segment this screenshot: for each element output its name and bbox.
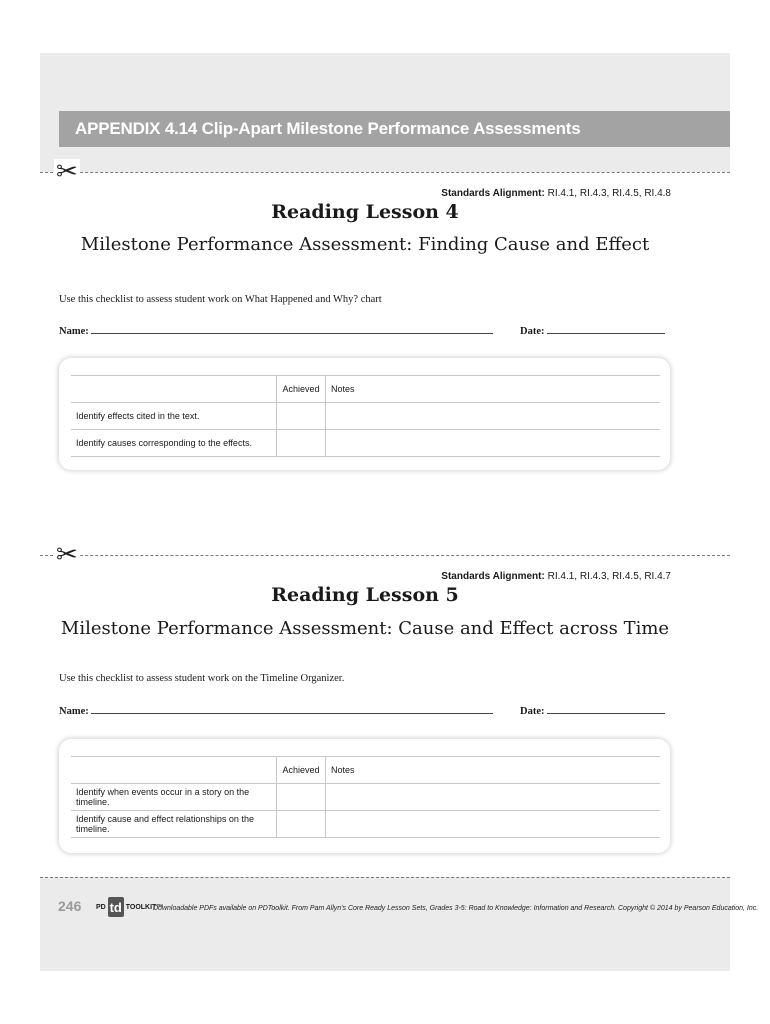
logo-text: TOOLKIT™ [125, 903, 164, 911]
notes-cell[interactable] [326, 784, 661, 811]
achieved-cell[interactable] [277, 403, 326, 430]
date-field[interactable] [520, 703, 665, 717]
logo-prefix: PD [96, 903, 106, 911]
notes-cell[interactable] [326, 811, 661, 838]
name-blank[interactable] [91, 703, 493, 714]
scissors-icon: ✂ [56, 157, 78, 187]
scissors-icon: ✂ [56, 540, 78, 570]
lesson-title: Reading Lesson 5 [271, 584, 459, 606]
name-label: Name: [59, 706, 89, 717]
appendix-title: APPENDIX 4.14 Clip-Apart Milestone Performance Assessments [75, 119, 581, 138]
appendix-banner [59, 111, 730, 147]
cut-line-bottom [40, 877, 730, 878]
table-header-notes: Notes [326, 376, 661, 403]
checklist-card [59, 739, 670, 853]
criteria-cell: Identify causes corresponding to the effects. [71, 430, 277, 457]
table-row [71, 430, 660, 457]
name-blank[interactable] [91, 323, 493, 334]
notes-cell[interactable] [326, 430, 661, 457]
standards-value: RI.4.1, RI.4.3, RI.4.5, RI.4.8 [547, 188, 671, 199]
lesson-title: Reading Lesson 4 [271, 201, 459, 223]
table-row [71, 784, 660, 811]
table-header-row [71, 376, 660, 403]
checklist-table [71, 756, 660, 838]
table-header-achieved: Achieved [277, 757, 326, 784]
name-label: Name: [59, 326, 89, 337]
date-blank[interactable] [547, 703, 665, 714]
standards-value: RI.4.1, RI.4.3, RI.4.5, RI.4.7 [547, 571, 671, 582]
cut-line-top [40, 172, 730, 173]
standards-label: Standards Alignment: [441, 571, 545, 582]
date-field[interactable] [520, 323, 665, 337]
achieved-cell[interactable] [277, 430, 326, 457]
lesson-subtitle: Milestone Performance Assessment: Finding Cause and Effect [80, 234, 650, 255]
footer-copyright: Downloadable PDFs available on PDToolkit. From Pam Allyn's Core Ready Lesson Sets, Grades 3-5: Road to Knowledge: Information and Research. Copyright © 2014 by Pearson Education, Inc. [153, 905, 759, 912]
criteria-cell: Identify when events occur in a story on the timeline. [71, 784, 277, 811]
name-field[interactable] [59, 703, 493, 717]
date-blank[interactable] [547, 323, 665, 334]
date-label: Date: [520, 326, 545, 337]
table-row [71, 811, 660, 838]
notes-cell[interactable] [326, 403, 661, 430]
table-header-achieved: Achieved [277, 376, 326, 403]
table-header-criteria [71, 757, 277, 784]
logo-mark-icon: td [108, 897, 124, 917]
standards-label: Standards Alignment: [441, 188, 545, 199]
standards-alignment [441, 571, 671, 582]
table-header-row [71, 757, 660, 784]
instruction-text: Use this checklist to assess student work on What Happened and Why? chart [59, 294, 382, 305]
criteria-cell: Identify effects cited in the text. [71, 403, 277, 430]
achieved-cell[interactable] [277, 784, 326, 811]
table-header-notes: Notes [326, 757, 661, 784]
table-row [71, 403, 660, 430]
achieved-cell[interactable] [277, 811, 326, 838]
instruction-text: Use this checklist to assess student work on the Timeline Organizer. [59, 673, 345, 684]
table-header-criteria [71, 376, 277, 403]
criteria-cell: Identify cause and effect relationships on the timeline. [71, 811, 277, 838]
standards-alignment [441, 188, 671, 199]
page-number: 246 [58, 898, 82, 914]
lesson-subtitle: Milestone Performance Assessment: Cause and Effect across Time [60, 618, 670, 639]
name-field[interactable] [59, 323, 493, 337]
checklist-card [59, 358, 670, 470]
cut-line-middle [40, 555, 730, 556]
checklist-table [71, 375, 660, 457]
date-label: Date: [520, 706, 545, 717]
